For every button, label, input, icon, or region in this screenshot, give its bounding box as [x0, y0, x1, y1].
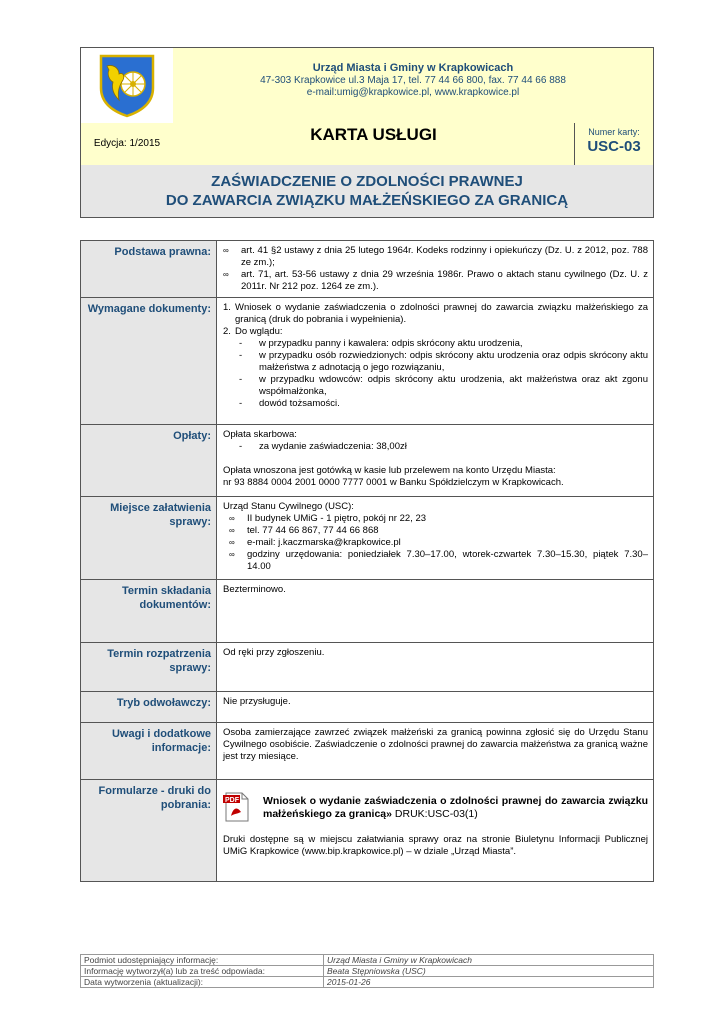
label-submission-deadline: Termin składania dokumentów:: [81, 580, 217, 642]
infinity-bullet-icon: ∞: [223, 270, 229, 279]
fees-payment-info: Opłata wnoszona jest gotówką w kasie lub przelewem na konto Urzędu Miasta:: [223, 465, 556, 476]
row-forms: [81, 779, 653, 881]
header-top-row: [81, 48, 653, 124]
value-required-documents: [217, 298, 653, 424]
place-item: e-mail: j.kaczmarska@krapkowice.pl: [247, 537, 401, 548]
place-item: tel. 77 44 66 867, 77 44 66 868: [247, 525, 379, 536]
document-title-row: [81, 165, 653, 217]
value-place: [217, 497, 653, 579]
row-legal-basis: [81, 241, 653, 297]
value-forms: [217, 780, 653, 881]
label-notes: Uwagi i dodatkowe informacje:: [81, 723, 217, 779]
place-intro: Urząd Stanu Cywilnego (USC):: [223, 501, 354, 512]
office-info: [173, 48, 653, 123]
list-item: [223, 513, 648, 525]
table-row: [81, 977, 654, 988]
form-download-link[interactable]: [263, 795, 648, 822]
forms-availability-note: Druki dostępne są w miejscu załatwiania sprawy oraz na stronie Biuletynu Informacji Publicznej UMiG Krapkowice (www.bip.krapkowice.pl) – w dziale „Urząd Miasta”.: [223, 834, 648, 857]
service-table: [80, 240, 654, 882]
place-item: godziny urzędowania: poniedziałek 7.30–17.00, wtorek-czwartek 7.30–15.30, piątek 7.30–14.00: [247, 549, 648, 572]
list-item: - w przypadku wdowców: odpis skrócony aktu urodzenia, akt małżeństwa oraz akt zgonu współmałżonka,: [239, 374, 648, 397]
legal-basis-item: art. 71, art. 53-56 ustawy z dnia 29 września 1986r. Prawo o aktach stanu cywilnego (Dz. U. z 2011r. Nr 212 poz. 1264 ze zm.).: [241, 269, 648, 292]
row-notes: [81, 722, 653, 779]
place-item: II budynek UMiG - 1 piętro, pokój nr 22, 23: [247, 513, 427, 524]
list-item: - dowód tożsamości.: [223, 398, 648, 410]
value-legal-basis: [217, 241, 653, 297]
card-title: KARTA USŁUGI: [173, 123, 575, 165]
row-submission-deadline: [81, 579, 653, 642]
document-title-line1: ZAŚWIADCZENIE O ZDOLNOŚCI PRAWNEJ: [211, 173, 523, 190]
crest-logo-icon: [97, 52, 157, 118]
list-item: 2. Do wglądu:: [223, 326, 648, 338]
infinity-bullet-icon: ∞: [229, 538, 235, 547]
edition: Edycja: 1/2015: [81, 123, 174, 165]
svg-text:PDF: PDF: [225, 797, 239, 804]
form-download-item[interactable]: [223, 792, 648, 822]
list-item: [223, 269, 648, 293]
list-item: [223, 537, 648, 549]
list-item: [223, 549, 648, 573]
document-item: Wniosek o wydanie zaświadczenia o zdolności prawnej do zawarcia związku małżeńskiego za granicą (druk do pobrania i wypełnienia).: [235, 302, 648, 325]
footer-label: Data wytworzenia (aktualizacji):: [81, 977, 324, 988]
list-item: [223, 245, 648, 269]
footer-value: Urząd Miasta i Gminy w Krapkowicach: [324, 955, 654, 966]
document-title: [81, 172, 653, 210]
value-fees: [217, 425, 653, 496]
label-legal-basis: Podstawa prawna:: [81, 241, 217, 297]
office-name: Urząd Miasta i Gminy w Krapkowicach: [312, 62, 514, 74]
value-submission-deadline: Bezterminowo.: [223, 584, 286, 595]
form-link-text[interactable]: Wniosek o wydanie zaświadczenia o zdolności prawnej do zawarcia związku małżeńskiego za granicą»: [263, 795, 648, 820]
label-review-deadline: Termin rozpatrzenia sprawy:: [81, 643, 217, 691]
legal-basis-item: art. 41 §2 ustawy z dnia 25 lutego 1964r. Kodeks rodzinny i opiekuńczy (Dz. U. z 2012, poz. 788 ze zm.);: [241, 245, 648, 268]
footer-value: Beata Stępniowska (USC): [324, 966, 654, 977]
list-item: [223, 525, 648, 537]
infinity-bullet-icon: ∞: [229, 526, 235, 535]
infinity-bullet-icon: ∞: [229, 514, 235, 523]
value-notes: Osoba zamierzające zawrzeć związek małżeński za granicą powinna zgłosić się do Urzędu Stanu Cywilnego osobiście. Zaświadczenie o zdolności prawnej do zawarcia małżeństwa za granicą ważne jest trzy miesiące.: [223, 727, 648, 762]
card-number: USC-03: [587, 138, 641, 155]
footer-label: Podmiot udostępniający informację:: [81, 955, 324, 966]
header-box: [80, 47, 654, 218]
row-review-deadline: [81, 642, 653, 691]
document-item: Do wglądu:: [235, 326, 283, 337]
infinity-bullet-icon: ∞: [223, 246, 229, 255]
logo-cell: [81, 48, 174, 123]
value-review-deadline: Od ręki przy zgłoszeniu.: [223, 647, 325, 658]
footer-info-table: [80, 954, 654, 988]
document-subitem: dowód tożsamości.: [259, 398, 340, 409]
footer-label: Informację wytworzył(a) lub za treść odpowiada:: [81, 966, 324, 977]
document-title-line2: DO ZAWARCIA ZWIĄZKU MAŁŻEŃSKIEGO ZA GRANICĄ: [165, 192, 569, 209]
row-required-documents: [81, 297, 653, 424]
infinity-bullet-icon: ∞: [229, 550, 235, 559]
form-code: DRUK:USC-03(1): [391, 808, 478, 820]
pdf-icon[interactable]: [223, 792, 251, 822]
label-forms: Formularze - druki do pobrania:: [81, 780, 217, 881]
fee-item: za wydanie zaświadczenia: 38,00zł: [259, 441, 407, 452]
office-address: 47-303 Krapkowice ul.3 Maja 17, tel. 77 44 66 800, fax. 77 44 66 888: [260, 75, 566, 86]
list-item: 1. Wniosek o wydanie zaświadczenia o zdolności prawnej do zawarcia związku małżeńskiego za granicą (druk do pobrania i wypełnienia).: [223, 302, 648, 325]
row-appeal: [81, 691, 653, 722]
label-place: Miejsce załatwienia sprawy:: [81, 497, 217, 579]
list-item: - w przypadku osób rozwiedzionych: odpis skrócony aktu urodzenia oraz odpis skrócony aktu małżeństwa z adnotacją o jego rozwiązaniu,: [239, 350, 648, 373]
document-subitem: w przypadku wdowców: odpis skrócony aktu urodzenia, akt małżeństwa oraz akt zgonu współmałżonka,: [259, 374, 648, 397]
row-place: [81, 496, 653, 579]
card-number-box: [575, 123, 653, 165]
card-number-label: Numer karty:: [588, 127, 640, 137]
document-subitem: w przypadku osób rozwiedzionych: odpis skrócony aktu urodzenia oraz odpis skrócony aktu małżeństwa z adnotacją o jego rozwiązaniu,: [259, 350, 648, 373]
list-item: - w przypadku panny i kawalera: odpis skrócony aktu urodzenia,: [223, 338, 648, 350]
fees-account-number: nr 93 8884 0004 2001 0000 7777 0001 w Banku Spółdzielczym w Krapkowicach.: [223, 477, 564, 488]
header-middle-row: [81, 123, 653, 166]
footer-value: 2015-01-26: [324, 977, 654, 988]
document-subitem: w przypadku panny i kawalera: odpis skrócony aktu urodzenia,: [259, 338, 523, 349]
row-fees: [81, 424, 653, 496]
table-row: [81, 966, 654, 977]
value-appeal: Nie przysługuje.: [223, 696, 291, 707]
label-appeal: Tryb odwoławczy:: [81, 692, 217, 722]
list-item: - za wydanie zaświadczenia: 38,00zł: [223, 441, 648, 453]
fees-intro: Opłata skarbowa:: [223, 429, 297, 440]
label-required-documents: Wymagane dokumenty:: [81, 298, 217, 424]
office-contact: e-mail:umig@krapkowice.pl, www.krapkowice.pl: [306, 87, 520, 98]
label-fees: Opłaty:: [81, 425, 217, 496]
table-row: [81, 955, 654, 966]
